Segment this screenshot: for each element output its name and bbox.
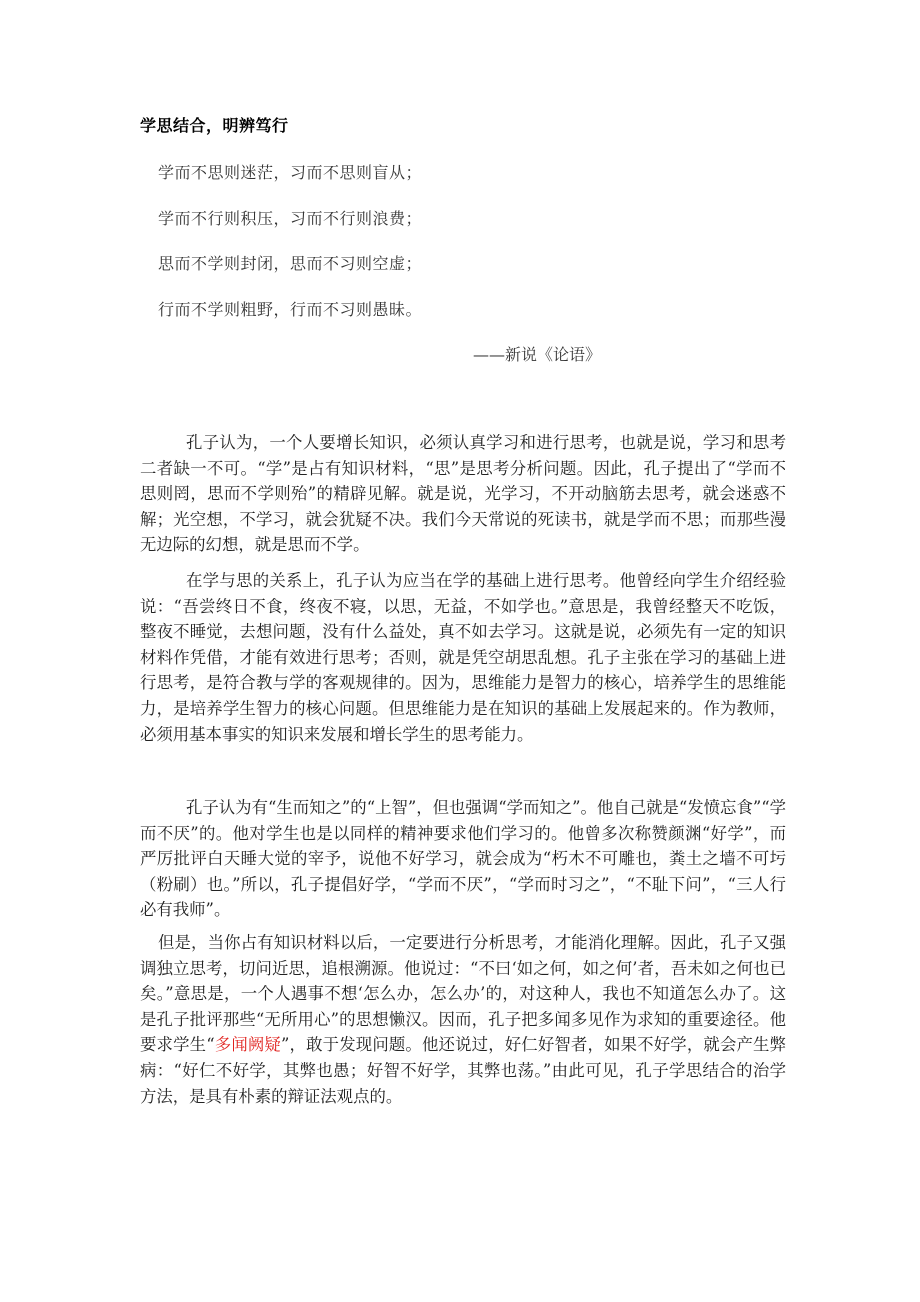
paragraph-3: 孔子认为有“生而知之”的“上智”，但也强调“学而知之”。他自己就是“发愤忘食”“学而不厌”的。他对学生也是以同样的精神要求他们学习的。他曾多次称赞颜渊“好学”，而严厉批评白天睡大觉的宰予，说他不好学习，就会成为“朽木不可雕也，粪土之墙不可圬（粉刷）也。”所以，孔子提倡好学，“学而不厌”，“学而时习之”，“不耻下问”，“三人行必有我师”。	[140, 798, 786, 920]
poem-attribution: ——新说《论语》	[473, 345, 602, 364]
paragraph-1: 孔子认为，一个人要增长知识，必须认真学习和进行思考，也就是说，学习和思考二者缺一不可。“学”是占有知识材料，“思”是思考分析问题。因此，孔子提出了“学而不思则罔，思而不学则殆”的精辟见解。就是说，光学习，不开动脑筋去思考，就会迷惑不解；光空想，不学习，就会犹疑不决。我们今天常说的死读书，就是学而不思；而那些漫无边际的幻想，就是思而不学。	[140, 433, 786, 555]
poem-line: 学而不思则迷茫，习而不思则盲从；	[158, 163, 423, 182]
paragraph-2: 在学与思的关系上，孔子认为应当在学的基础上进行思考。他曾经向学生介绍经验说：“吾尝终日不食，终夜不寝，以思，无益，不如学也。”意思是，我曾经整天不吃饭，整夜不睡觉，去想问题，没有什么益处，真不如去学习。这就是说，必须先有一定的知识材料作凭借，才能有效进行思考；否则，就是凭空胡思乱想。孔子主张在学习的基础上进行思考，是符合教与学的客观规律的。因为，思维能力是智力的核心，培养学生的思维能力，是培养学生智力的核心问题。但思维能力是在知识的基础上发展起来的。作为教师，必须用基本事实的知识来发展和增长学生的思考能力。	[140, 571, 786, 744]
poem-line: 思而不学则封闭，思而不习则空虚；	[158, 254, 423, 273]
paragraph-4	[140, 930, 786, 1109]
paragraph-4-text-end: ”，敢于发现问题。他还说过，好仁好智者，如果不好学，就会产生弊病：“好仁不好学，其弊也愚；好智不好学，其弊也荡。”由此可见，孔子学思结合的治学方法，是具有朴素的辩证法观点的。	[140, 1035, 787, 1106]
document-title: 学思结合，明辨笃行	[140, 116, 289, 135]
paragraph-4-text: 但是，当你占有知识材料以后，一定要进行分析思考，才能消化理解。因此，孔子又强调独立思考，切问近思，追根溯源。他说过：“不曰‘如之何，如之何’者，吾未如之何也已矣。”意思是，一个人遇事不想‘怎么办，怎么办’的，对这种人，我也不知道怎么办了。这是孔子批评那些“无所用心”的思想懒汉。因而，孔子把多闻多见作为求知的重要途径。他要求学生“	[140, 933, 786, 1055]
highlighted-phrase: 多闻阙疑	[214, 1035, 281, 1055]
poem-line: 学而不行则积压，习而不行则浪费；	[158, 209, 423, 228]
poem-line: 行而不学则粗野，行而不习则愚昧。	[158, 300, 423, 319]
